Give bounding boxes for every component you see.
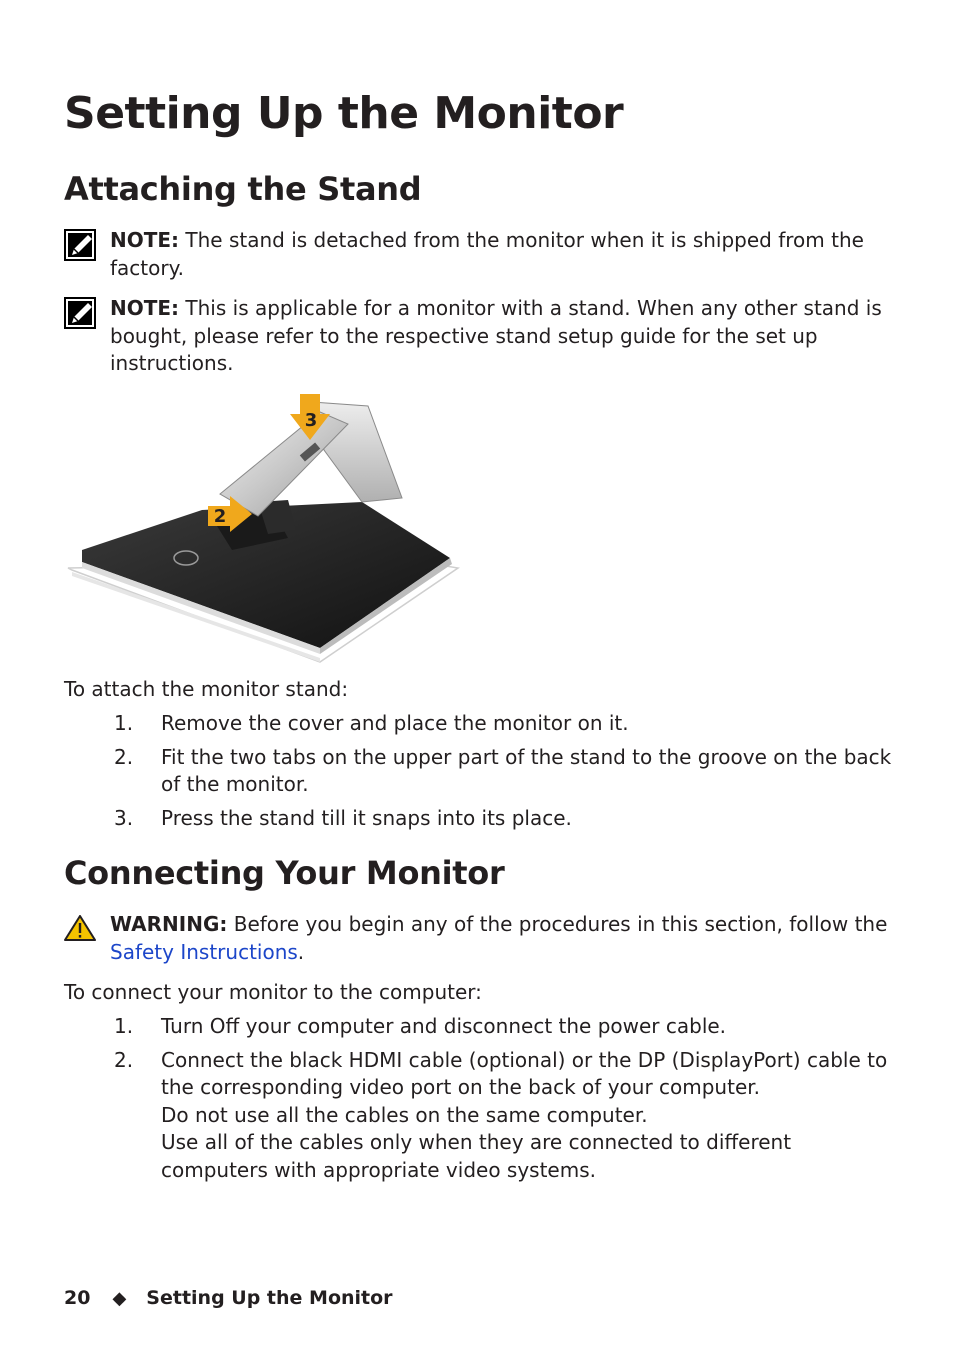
safety-instructions-link[interactable]: Safety Instructions: [110, 939, 298, 964]
list-item: [64, 744, 894, 799]
note-text: The stand is detached from the monitor when it is shipped from the factory.: [110, 228, 864, 280]
step-text: Remove the cover and place the monitor on it.: [161, 711, 629, 735]
connect-intro: To connect your monitor to the computer:: [64, 980, 482, 1004]
connect-steps-list: [64, 1013, 894, 1190]
list-item: [64, 805, 894, 833]
attach-steps-list: [64, 710, 894, 838]
list-item: [64, 1047, 894, 1185]
step-text: Connect the black HDMI cable (optional) or the DP (DisplayPort) cable to the corresponding video port on the back of your computer.: [161, 1047, 888, 1099]
step-text: Turn Off your computer and disconnect the power cable.: [161, 1014, 727, 1038]
warning-label: WARNING:: [110, 912, 228, 936]
step-number: 1.: [114, 1014, 134, 1038]
step-text: Press the stand till it snaps into its place.: [161, 805, 572, 830]
attach-intro: To attach the monitor stand:: [64, 677, 349, 701]
warning-text: Before you begin any of the procedures in this section, follow the: [227, 912, 888, 936]
note-text: This is applicable for a monitor with a stand. When any other stand is bought, please refer to the respective stand setup guide for the set up instructions.: [110, 296, 882, 375]
note-pencil-icon: [64, 229, 96, 261]
step-text: Fit the two tabs on the upper part of the stand to the groove on the back of the monitor.: [161, 744, 892, 796]
note-label: NOTE:: [110, 228, 180, 252]
section-heading-attaching-stand: Attaching the Stand: [64, 170, 422, 208]
step-number: 1.: [114, 711, 134, 735]
page-footer: [64, 1287, 393, 1309]
step-number: 2.: [114, 1047, 134, 1072]
page-title: Setting Up the Monitor: [64, 88, 624, 139]
step-number: 2.: [114, 744, 134, 769]
note-pencil-icon: [64, 297, 96, 329]
warning-message: [110, 911, 900, 966]
section-heading-connecting-monitor: Connecting Your Monitor: [64, 854, 505, 892]
step-text-line: Do not use all the cables on the same computer.: [161, 1102, 648, 1127]
list-item: [64, 710, 894, 738]
warning-text-end: .: [297, 939, 305, 964]
note-label: NOTE:: [110, 296, 180, 320]
callout-2: 2: [213, 506, 227, 527]
callout-3: 3: [304, 410, 318, 431]
stand-attachment-illustration: [62, 390, 462, 665]
note-1: [110, 227, 900, 282]
list-item: [64, 1013, 894, 1041]
footer-section-title: Setting Up the Monitor: [146, 1287, 393, 1309]
note-2: [110, 295, 900, 378]
step-number: 3.: [114, 805, 134, 830]
diamond-separator-icon: ◆: [112, 1288, 127, 1309]
page-number: 20: [64, 1287, 91, 1309]
warning-triangle-icon: [64, 915, 96, 941]
step-text-line: Use all of the cables only when they are connected to different computers with appropriate video systems.: [161, 1130, 792, 1182]
